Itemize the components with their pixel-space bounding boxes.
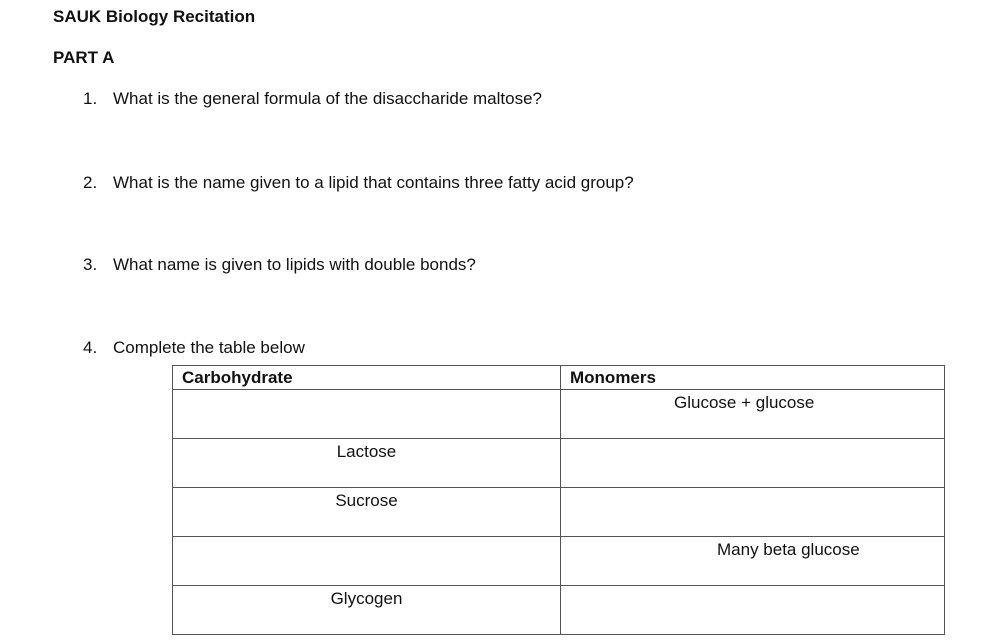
table-row: [173, 537, 945, 586]
monomers-cell[interactable]: [561, 537, 945, 586]
question-number: 4.: [83, 338, 98, 357]
carbohydrate-cell[interactable]: [173, 586, 561, 635]
cell-text: Glycogen: [330, 589, 403, 608]
table-row: [173, 390, 945, 439]
question-item: [83, 338, 305, 358]
table-row: [173, 488, 945, 537]
monomers-cell[interactable]: [561, 586, 945, 635]
question-text: What is the general formula of the disaccharide maltose?: [113, 89, 543, 108]
question-text: What name is given to lipids with double bonds?: [113, 255, 476, 274]
cell-text: Lactose: [336, 442, 397, 461]
carbohydrate-cell[interactable]: [173, 390, 561, 439]
monomers-cell[interactable]: [561, 439, 945, 488]
carbohydrate-cell[interactable]: [173, 439, 561, 488]
carbohydrate-cell[interactable]: [173, 488, 561, 537]
cell-text: Many beta glucose: [717, 540, 860, 559]
question-number: 2.: [83, 173, 98, 192]
cell-text: Sucrose: [335, 491, 398, 510]
document-title: SAUK Biology Recitation: [53, 7, 256, 26]
carbohydrate-cell[interactable]: [173, 537, 561, 586]
table-row: [173, 439, 945, 488]
header-monomers: Monomers: [561, 366, 945, 390]
table-header-row: [173, 366, 945, 390]
question-item: [83, 89, 542, 109]
question-item: [83, 255, 476, 275]
part-heading: PART A: [53, 48, 115, 67]
carbohydrate-table: [172, 365, 945, 635]
question-item: [83, 173, 634, 193]
question-text: Complete the table below: [113, 338, 305, 357]
monomers-cell[interactable]: [561, 488, 945, 537]
table-row: [173, 586, 945, 635]
question-number: 1.: [83, 89, 98, 108]
cell-text: Glucose + glucose: [674, 393, 815, 412]
question-text: What is the name given to a lipid that contains three fatty acid group?: [113, 173, 634, 192]
question-number: 3.: [83, 255, 98, 274]
header-carbohydrate: Carbohydrate: [173, 366, 561, 390]
monomers-cell[interactable]: [561, 390, 945, 439]
